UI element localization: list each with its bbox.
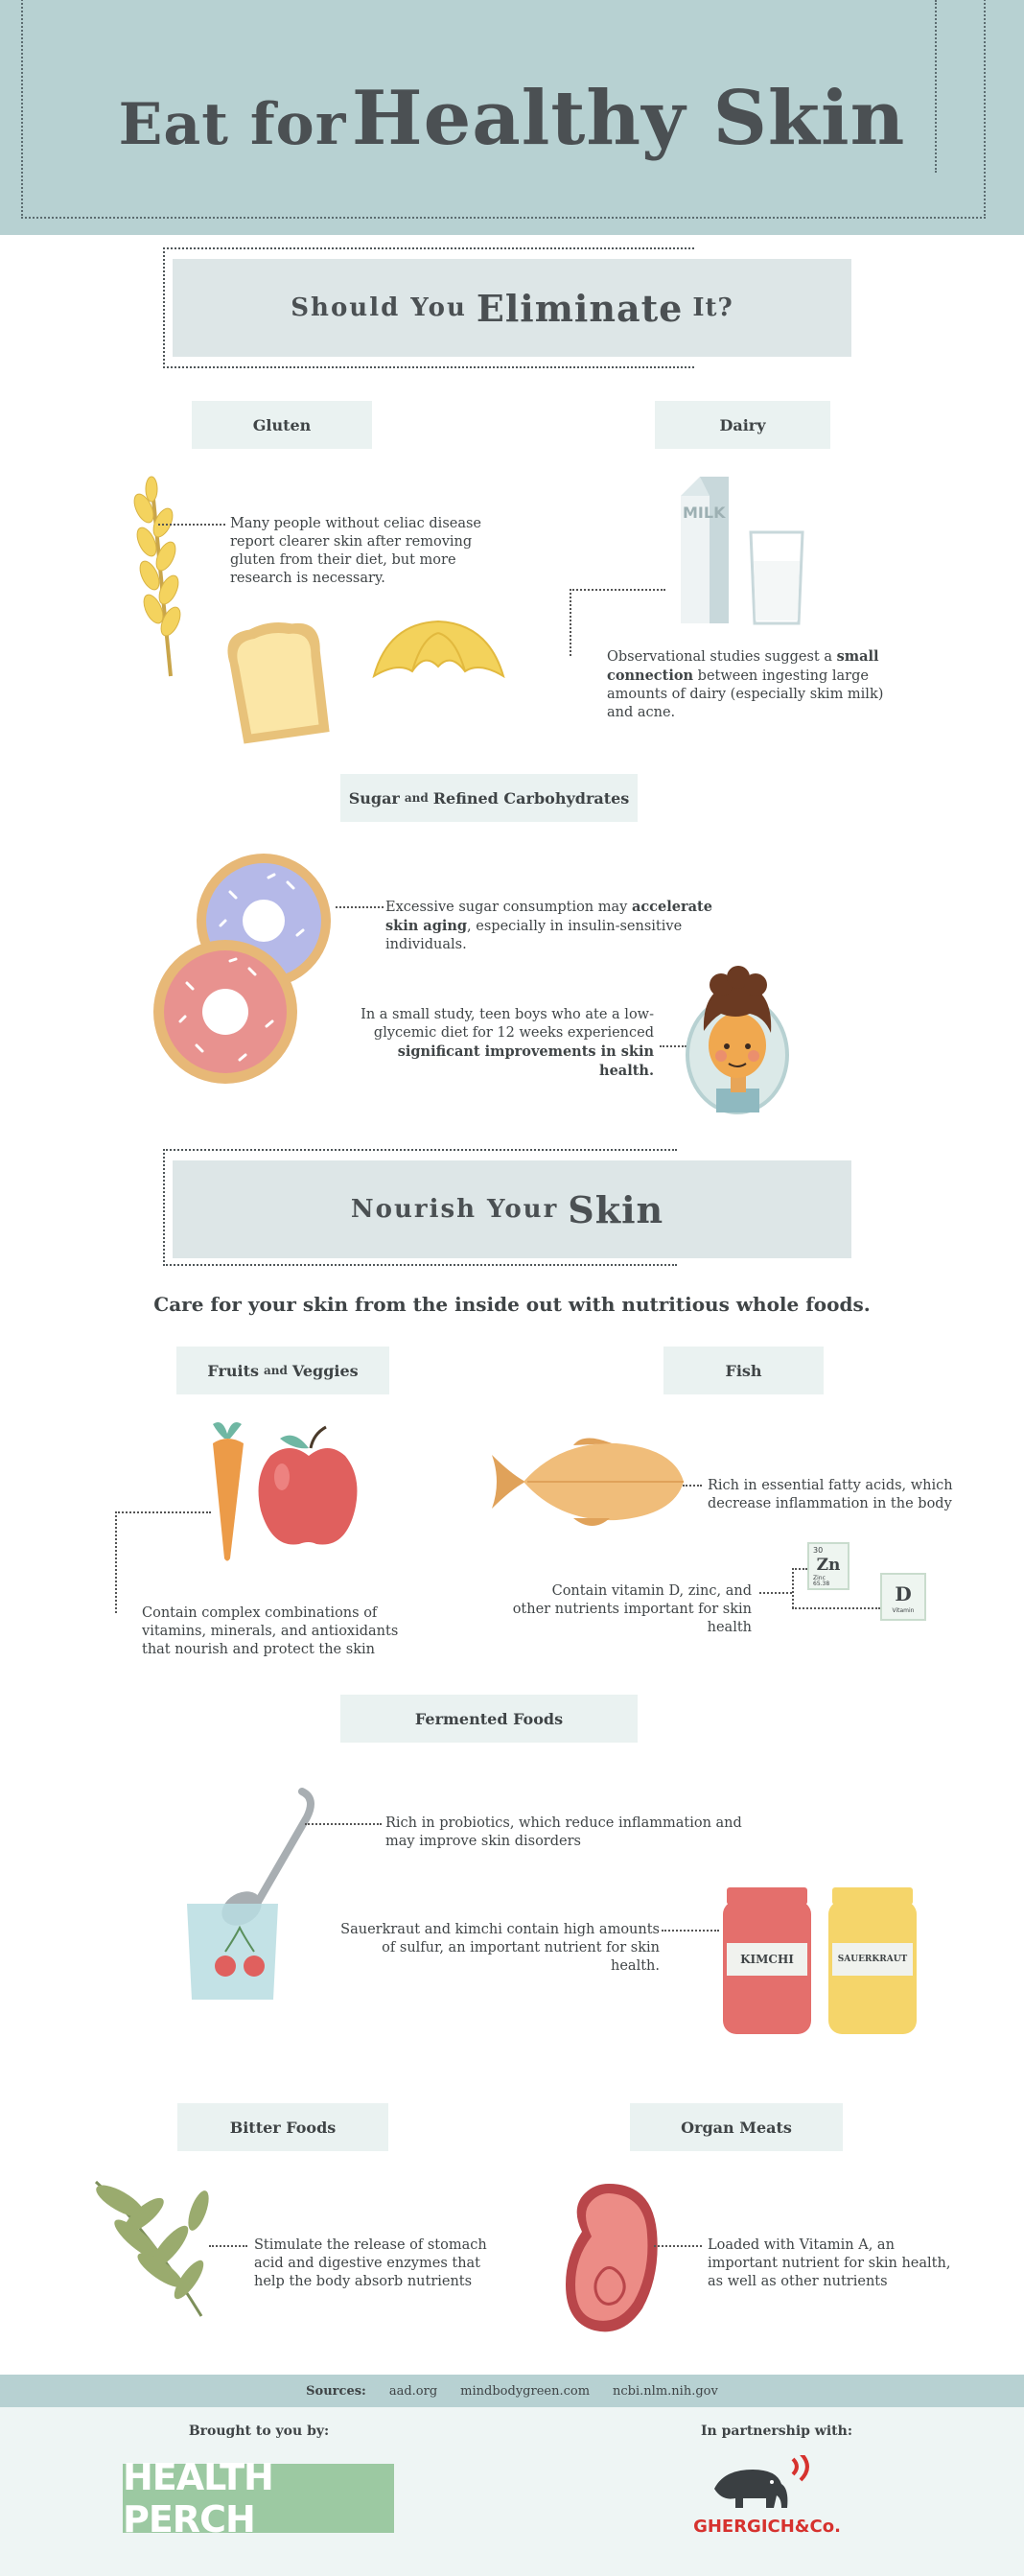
fish-connector-3: [792, 1568, 794, 1608]
zinc-number: 30: [813, 1546, 824, 1555]
gluten-label-text: Gluten: [252, 415, 312, 434]
bitter-label-text: Bitter Foods: [229, 2118, 337, 2137]
yogurt-spoon-icon: [182, 1784, 326, 2004]
fruits-text: Contain complex combinations of vitamins, minerals, and antioxidants that nourish and protect the skin: [142, 1605, 399, 1657]
section2-pre: Nourish Your: [350, 1195, 559, 1224]
gluten-label: [192, 401, 372, 449]
title-part1: Eat for: [118, 91, 347, 158]
fruits-label: Fruits and Veggies: [176, 1347, 389, 1394]
section1-main: Eliminate: [476, 286, 684, 330]
page-title: [0, 75, 1024, 162]
fruits-connector-h: [115, 1511, 211, 1513]
fermented-connector-1: [305, 1823, 382, 1825]
fish-label-text: Fish: [725, 1361, 762, 1380]
vitamin-d-symbol: D: [895, 1582, 912, 1605]
milk-carton-text: MILK: [683, 503, 726, 522]
teen-boy-icon: [683, 964, 793, 1117]
section2-heading: [173, 1160, 851, 1258]
fish-connector-2: [759, 1592, 792, 1594]
kimchi-jar: [723, 1887, 811, 2034]
elephant-logo-icon: [705, 2455, 820, 2513]
sauerkraut-jar: [828, 1887, 917, 2034]
bitter-text: Stimulate the release of stomach acid and digestive enzymes that help the body absorb nutrients: [254, 2237, 487, 2289]
sugar-text-2: In a small study, teen boys who ate a low-glycemic diet for 12 weeks experienced significant improvements in skin health.: [361, 1007, 654, 1079]
fish-label: [663, 1347, 824, 1394]
sugar-text-1: Excessive sugar consumption may accelerate skin aging, especially in insulin-sensitive individuals.: [385, 899, 712, 952]
bitter-connector: [209, 2245, 247, 2247]
gluten-connector: [158, 524, 225, 526]
sauerkraut-jar-label: SAUERKRAUT: [832, 1943, 913, 1976]
fermented-label: [340, 1695, 638, 1743]
sources-label: Sources:: [306, 2383, 366, 2399]
partnership-label: In partnership with:: [701, 2424, 852, 2439]
organ-meat-icon: [561, 2179, 662, 2337]
fermented-connector-2: [662, 1930, 719, 1932]
dairy-connector-v: [570, 589, 571, 656]
fish-connector-5: [792, 1568, 807, 1570]
bitter-label: [177, 2103, 388, 2151]
gluten-text: Many people without celiac disease report clearer skin after removing gluten from their diet, but more research is necessary.: [230, 516, 482, 586]
organ-label: [630, 2103, 843, 2151]
brought-by-label: Brought to you by:: [188, 2424, 330, 2439]
organ-label-text: Organ Meats: [681, 2118, 792, 2137]
wheat-icon: [115, 470, 192, 686]
fish-text-2: Contain vitamin D, zinc, and other nutrients important for skin health: [512, 1583, 752, 1635]
organ-text: Loaded with Vitamin A, an important nutrient for skin health, as well as other nutrients: [708, 2237, 951, 2289]
sugar-label: Sugar and Refined Carbohydrates: [340, 774, 638, 822]
title-part2: Healthy Skin: [351, 75, 906, 162]
kimchi-jar-label: KIMCHI: [727, 1943, 807, 1976]
source-link-mindbodygreen[interactable]: mindbodygreen.com: [460, 2383, 591, 2399]
ghergich-logo[interactable]: GHERGICH&Co.: [693, 2517, 841, 2537]
health-perch-logo[interactable]: HEALTH PERCH: [123, 2464, 394, 2533]
section1-post: It?: [692, 293, 733, 322]
organ-connector: [654, 2245, 702, 2247]
fermented-text-1: Rich in probiotics, which reduce inflammation and may improve skin disorders: [385, 1815, 742, 1849]
vitamin-d-name: Vitamin: [892, 1607, 915, 1614]
vitamin-d-tile: [880, 1573, 926, 1621]
donuts-icon: [153, 854, 336, 1089]
dairy-connector-h: [570, 589, 665, 591]
section1-heading: [173, 259, 851, 357]
fruits-connector-v: [115, 1511, 117, 1613]
fermented-label-text: Fermented Foods: [414, 1709, 564, 1728]
zinc-details: Zinc 65.38: [813, 1575, 830, 1587]
fermented-text-2: Sauerkraut and kimchi contain high amounts of sulfur, an important nutrient for skin health.: [340, 1922, 660, 1974]
nourish-lead: Care for your skin from the inside out with nutritious whole foods.: [153, 1293, 871, 1316]
zinc-symbol: Zn: [816, 1556, 841, 1575]
zinc-element-tile: [807, 1542, 849, 1590]
sugar-connector-1: [336, 906, 384, 908]
source-link-ncbi[interactable]: ncbi.nlm.nih.gov: [613, 2383, 718, 2399]
fish-icon: [487, 1434, 688, 1530]
dairy-label: [655, 401, 830, 449]
fish-connector-1: [683, 1485, 702, 1487]
arugula-icon: [91, 2172, 225, 2326]
croissant-icon: [369, 614, 508, 686]
fish-connector-4: [792, 1607, 880, 1609]
source-link-aad[interactable]: aad.org: [388, 2383, 438, 2399]
carrot-apple-icon: [203, 1419, 366, 1563]
bread-icon: [219, 619, 338, 748]
section1-pre: Should You: [291, 293, 467, 322]
sources-bar: [0, 2375, 1024, 2407]
section2-main: Skin: [568, 1187, 664, 1231]
fish-text-1: Rich in essential fatty acids, which decrease inflammation in the body: [708, 1478, 953, 1511]
milk-icon: [671, 475, 810, 628]
dairy-text: Observational studies suggest a small connection between ingesting large amounts of dairy (especially skim milk) and acne.: [607, 648, 884, 720]
dairy-label-text: Dairy: [719, 415, 766, 434]
